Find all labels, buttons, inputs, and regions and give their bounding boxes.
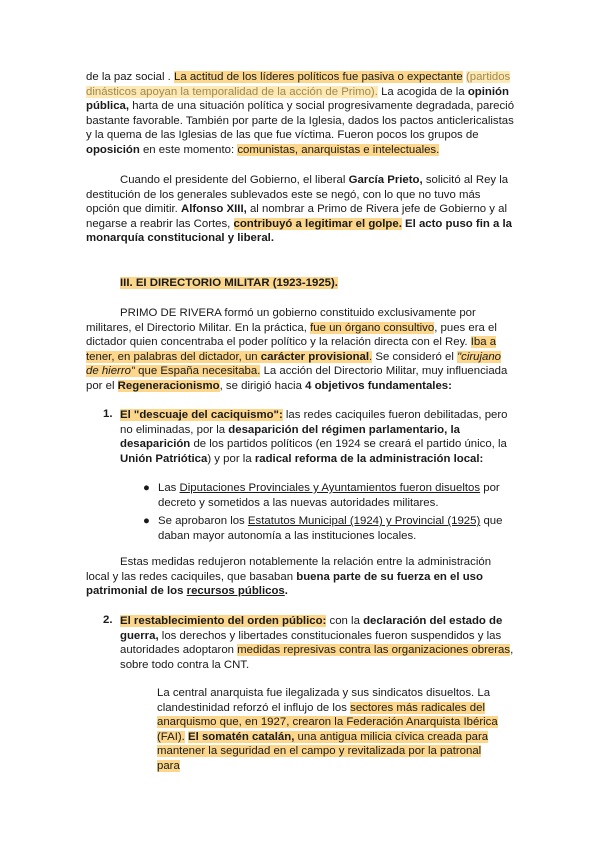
highlight-italic: "cirujano de hierro" bbox=[86, 350, 502, 378]
text-run: al nombrar a Primo de Rivera jefe de Gobierno y al negarse a reabrir las Cortes, bbox=[86, 203, 508, 230]
paragraph-measures bbox=[86, 555, 516, 599]
bullet-icon: ● bbox=[143, 482, 150, 494]
text-run: con la bbox=[326, 615, 364, 627]
bold-text: buena parte de su fuerza en el uso patrimonial de los bbox=[86, 570, 483, 598]
highlight: que España necesitaba. bbox=[135, 365, 261, 378]
bold-text: García Prieto, bbox=[348, 174, 423, 186]
text-run: las redes caciquiles fueron debilitadas, pero no eliminadas, por la bbox=[120, 409, 508, 436]
text-run: La acción del Directorio Militar, muy influenciada por el bbox=[86, 365, 508, 392]
paragraph-king bbox=[86, 173, 516, 246]
text-run: La acogida de la bbox=[377, 85, 468, 98]
bold-text: 4 objetivos fundamentales: bbox=[305, 379, 452, 392]
text-run: La central anarquista fue ilegalizada y sus sindicatos disueltos. La clandestinidad reforzó el influjo de los bbox=[157, 687, 491, 714]
text-run: los derechos y libertades constitucionales fueron suspendidos y las autoridades adoptaron bbox=[120, 629, 502, 657]
highlight: medidas represivas contra las organizaciones obreras bbox=[237, 644, 511, 657]
highlight: sectores más radicales del anarquismo que, en 1927, crearon la Federación Anarquista Ibérica (FAI). bbox=[157, 701, 498, 743]
text-run: por decreto y sometidos a las nuevas autoridades militares. bbox=[158, 482, 500, 509]
bullet-list bbox=[140, 481, 520, 547]
text-run: Las bbox=[158, 482, 180, 494]
bullet-item bbox=[140, 514, 520, 543]
text-run: , pues era el dictador quien concentraba el poder político y la relación directa con el Rey. bbox=[86, 321, 497, 349]
numbered-item-1 bbox=[103, 408, 516, 466]
highlight-faded: (partidos dinásticos apoyan la temporalidad de la acción de Primo). bbox=[86, 71, 511, 98]
text-run: de los partidos políticos (en 1924 se creará el partido único, la bbox=[190, 438, 507, 451]
bold-text: . bbox=[284, 585, 288, 598]
bold-text: El acto puso fin a la monarquía constitucional y liberal. bbox=[86, 217, 513, 245]
bold-text: oposición bbox=[86, 143, 140, 156]
text-run: Cuando el presidente del Gobierno, el liberal bbox=[120, 174, 349, 186]
bold-underlined-text: recursos públicos bbox=[186, 585, 285, 598]
text-run: Se aprobaron los bbox=[158, 515, 248, 528]
highlight-bold: Regeneracionismo bbox=[117, 379, 220, 392]
text-run: , sobre todo contra la CNT. bbox=[120, 644, 514, 671]
section-heading bbox=[120, 277, 338, 289]
highlight: comunistas, anarquistas e intelectuales. bbox=[237, 143, 440, 156]
text-run: , se dirigió hacia bbox=[219, 379, 306, 392]
bold-text: radical reforma de la administración local: bbox=[254, 452, 484, 465]
text-run: harta de una situación política y social progresivamente degradada, pareció bastante favorable. También por parte de la Iglesia, dados los pactos anticlericalistas y la quema de las Iglesias de las que fue víctima. Fueron pocos los grupos de bbox=[86, 100, 515, 142]
highlight: . bbox=[369, 350, 373, 363]
bullet-item bbox=[140, 481, 520, 510]
underlined-text: Estatutos Municipal (1924) y Provincial (1925) bbox=[247, 515, 481, 528]
item-number: 1. bbox=[103, 408, 113, 420]
item-number: 2. bbox=[103, 614, 113, 626]
paragraph-reaction bbox=[86, 70, 516, 158]
text-run: de la paz social . bbox=[86, 71, 175, 83]
highlight: Iba a tener, en palabras del dictador, un bbox=[86, 336, 497, 363]
highlight: fue un órgano consultivo bbox=[310, 321, 435, 334]
text-run: Estas medidas redujeron notablemente la relación entre la administración local y las redes caciquiles, que basaban bbox=[86, 556, 492, 583]
text-run: PRIMO DE RIVERA formó un gobierno constituido exclusivamente por militares, el Directorio Militar. En la práctica, bbox=[86, 307, 476, 334]
bold-text: Alfonso XIII, bbox=[180, 203, 247, 216]
highlight-bold: carácter provisional bbox=[260, 350, 370, 363]
text-run: Se consideró el bbox=[372, 350, 458, 363]
item-body bbox=[120, 408, 516, 466]
highlight-bold: contribuyó a legitimar el golpe. bbox=[233, 217, 402, 230]
bold-text: Unión Patriótica bbox=[120, 452, 208, 465]
text-run: solicitó al Rey la destitución de los generales sublevados este se negó, con lo que no tuvo más opción que dimitir. bbox=[86, 174, 509, 216]
highlight: una antigua milicia cívica creada para mantener la seguridad en el campo y revitalizada por la patronal para bbox=[157, 730, 489, 772]
text-run: que daban mayor autonomía a las instituciones locales. bbox=[158, 515, 503, 542]
bold-text: desaparición del régimen parlamentario, la desaparición bbox=[120, 423, 460, 451]
bold-text: declaración del estado de guerra, bbox=[120, 615, 503, 642]
text-run: ) y por la bbox=[207, 452, 255, 465]
item-body bbox=[120, 614, 516, 672]
numbered-item-2 bbox=[103, 614, 516, 672]
paragraph-directorio bbox=[86, 306, 516, 394]
highlight-bold: El restablecimiento del orden público: bbox=[120, 615, 327, 627]
heading-text: III. EI DIRECTORIO MILITAR (1923-1925). bbox=[120, 277, 338, 289]
highlight-bold: El somatén catalán, bbox=[188, 730, 295, 743]
text-run: en este momento: bbox=[139, 143, 238, 156]
underlined-text: Diputaciones Provinciales y Ayuntamientos fueron disueltos bbox=[179, 482, 481, 494]
highlight-bold: El "descuaje del caciquismo": bbox=[120, 409, 283, 421]
bold-text: opinión pública, bbox=[86, 85, 509, 113]
quote-block bbox=[157, 686, 507, 774]
highlight: La actitud de los líderes políticos fue pasiva o expectante bbox=[174, 71, 463, 83]
bullet-icon: ● bbox=[143, 515, 150, 528]
